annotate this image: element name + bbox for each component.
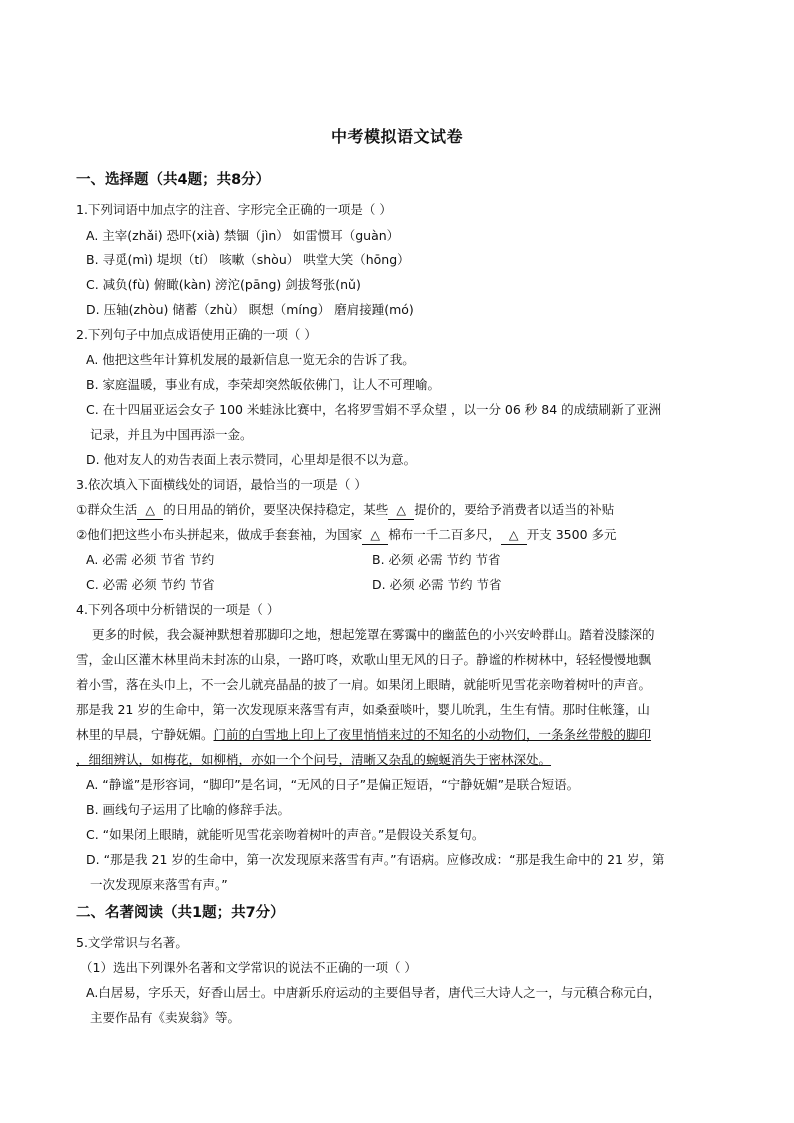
passage-line-2: 雪，金山区灌木林里尚未封冻的山泉，一路叮咚，欢歌山里无风的日子。静谧的柞树林中，轻轻慢慢地飘: [76, 652, 652, 667]
passage-line-6-underlined: ，细细辨认，如梅花，如柳梢，亦如一个个问号，清晰又杂乱的蜿蜒消失于密林深处。: [76, 752, 552, 767]
sentence-1-part-a: ①群众生活: [76, 502, 138, 517]
question-5-stem: 5.文学常识与名著。: [76, 935, 188, 950]
question-5-sub-1: （1）选出下列课外名著和文学常识的说法不正确的一项（ ）: [80, 960, 417, 975]
question-3-sentence-1: [76, 501, 614, 520]
passage-line-3: 着小雪，落在头巾上，不一会儿就亮晶晶的披了一肩。如果闭上眼睛，就能听见雪花亲吻着树叶的声音。: [76, 677, 652, 692]
question-4-option-b: B. 画线句子运用了比喻的修辞手法。: [86, 802, 291, 817]
question-2-option-c-line2: 记录，并且为中国再添一金。: [90, 427, 253, 442]
question-2-option-a: A. 他把这些年计算机发展的最新信息一览无余的告诉了我。: [86, 352, 415, 367]
underlined-sentence: 门前的白雪地上印上了夜里悄悄来过的不知名的小动物们，一条条丝带般的脚印: [213, 727, 652, 742]
section-heading-choice: 一、选择题（共4题；共8分）: [76, 172, 271, 188]
question-2-option-d: D. 他对友人的劝告表面上表示赞同，心里却是很不以为意。: [86, 452, 417, 467]
passage-line-5-plain: 林里的早晨，宁静妩媚。: [76, 727, 214, 742]
sentence-2-part-c: 开支 3500 多元: [526, 527, 617, 542]
page-title: 中考模拟语文试卷: [330, 127, 463, 146]
sentence-1-part-b: 的日用品的销价，要坚决保持稳定，某些: [163, 502, 389, 517]
question-1-stem: 1.下列词语中加点字的注音、字形完全正确的一项是（ ）: [76, 202, 392, 217]
question-4-option-c: C. “如果闭上眼睛，就能听见雪花亲吻着树叶的声音。”是假设关系复句。: [86, 827, 485, 842]
section-heading-reading: 二、名著阅读（共1题；共7分）: [76, 905, 285, 921]
question-3-sentence-2: [76, 526, 617, 545]
question-5-option-a-line2: 主要作品有《卖炭翁》等。: [90, 1010, 241, 1025]
question-3-option-d: D. 必须 必需 节约 节省: [372, 577, 502, 592]
question-2-option-c-line1: C. 在十四届亚运会女子 100 米蛙泳比赛中，名将罗雪娟不孚众望 ，以一分 06 秒 84 的成绩刷新了亚洲: [86, 402, 662, 417]
question-5-option-a-line1: A.白居易，字乐天，好香山居士。中唐新乐府运动的主要倡导者，唐代三大诗人之一，与元稹合称元白，: [86, 985, 661, 1000]
fill-blank: △: [362, 526, 388, 545]
passage-line-5: [76, 726, 651, 744]
question-4-option-d-line1: D. “那是我 21 岁的生命中，第一次发现原来落雪有声。”有语病。应修改成：“那是我生命中的 21 岁，第: [86, 852, 665, 867]
sentence-1-part-c: 提价的，要给予消费者以适当的补贴: [414, 502, 615, 517]
question-4-option-d-line2: 一次发现原来落雪有声。”: [90, 877, 228, 892]
question-3-option-a: A. 必需 必须 节省 节约: [86, 552, 215, 567]
fill-blank: △: [388, 501, 414, 520]
question-3-option-c: C. 必需 必须 节约 节省: [86, 577, 215, 592]
question-3-option-b: B. 必须 必需 节约 节省: [372, 552, 501, 567]
passage-line-4: 那是我 21 岁的生命中，第一次发现原来落雪有声，如桑蚕啖叶，婴儿吮乳，生生有情。那时住帐篷，山: [76, 702, 650, 717]
fill-blank: △: [501, 526, 527, 545]
question-1-option-b: B. 寻觅(mì) 堤坝（tí） 咳嗽（shòu） 哄堂大笑（hōng）: [86, 252, 410, 267]
question-1-option-a: A. 主宰(zhǎi) 恐吓(xià) 禁锢（jìn） 如雷惯耳（guàn）: [86, 228, 400, 243]
question-2-option-b: B. 家庭温暖，事业有成，李荣却突然皈依佛门，让人不可理喻。: [86, 377, 441, 392]
sentence-2-part-b: 棉布一千二百多尺，: [388, 527, 501, 542]
passage-line-1: 更多的时候，我会凝神默想着那脚印之地，想起笼罩在雾霭中的幽蓝色的小兴安岭群山。踏着没膝深的: [92, 627, 655, 642]
question-3-stem: 3.依次填入下面横线处的词语，最恰当的一项是（ ）: [76, 477, 367, 492]
question-1-option-c: C. 减负(fù) 俯瞰(kàn) 滂沱(pāng) 剑拔弩张(nǔ): [86, 277, 361, 292]
question-2-stem: 2.下列句子中加点成语使用正确的一项（ ）: [76, 327, 317, 342]
sentence-2-part-a: ②他们把这些小布头拼起来，做成手套套袖，为国家: [76, 527, 363, 542]
fill-blank: △: [137, 501, 163, 520]
question-4-option-a: A. “静谧”是形容词，“脚印”是名词，“无风的日子”是偏正短语，“宁静妩媚”是联合短语。: [86, 777, 580, 792]
question-1-option-d: D. 压轴(zhòu) 储蓄（zhù） 瞑想（míng） 磨肩接踵(mó): [86, 302, 414, 317]
question-4-stem: 4.下列各项中分析错误的一项是（ ）: [76, 602, 280, 617]
